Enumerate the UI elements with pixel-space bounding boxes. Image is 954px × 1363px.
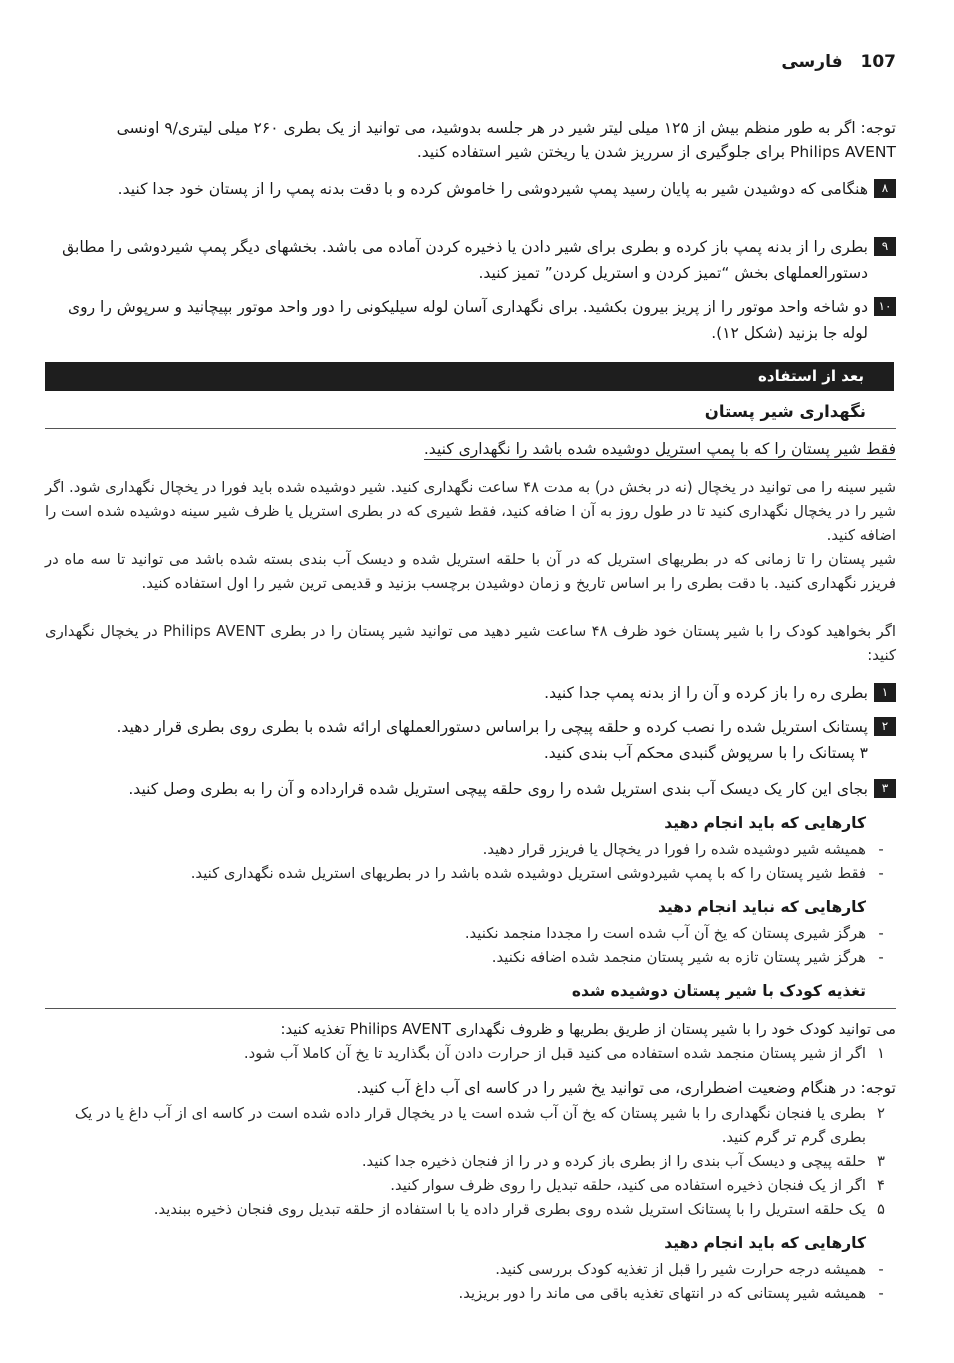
feeding-intro: می توانید کودک خود را با شیر پستان از طریق بطریها و ظروف نگهداری Philips AVENT تغذیه کنید:	[280, 1021, 896, 1038]
dos-heading-2: کارهایی که باید انجام دهید	[664, 1234, 866, 1252]
list-item: - همیشه شیر پستانی که در انتهای تغذیه باقی می ماند را دور بریزید.	[458, 1285, 884, 1302]
step-9	[45, 234, 896, 286]
step-number: ۹	[874, 237, 896, 256]
step-10	[45, 294, 896, 346]
list-item: ۳ حلقه پیچی و دیسک آب بندی را از بطری باز کرده و در را از فنجان ذخیره جدا کنید.	[361, 1153, 885, 1170]
list-item: - همیشه شیر دوشیده شده را فورا در یخچال یا فریزر قرار دهید.	[482, 841, 884, 858]
language-label: فارسی	[781, 52, 843, 72]
list-item: ۴ اگر از یک فنجان ذخیره استفاده می کنید، حلقه تبدیل را روی ظرف سوار کنید.	[390, 1177, 885, 1194]
step-text: هنگامی که دوشیدن شیر به پایان رسید پمپ شیردوشی را خاموش کرده و با دقت بدنه پمپ را از پستان خود جدا کنید.	[117, 180, 868, 198]
list-item: - هرگز شیری پستان که یخ آن آب شده است را مجددا منجمد نکنید.	[464, 925, 884, 942]
step-number: ۱۰	[874, 297, 896, 316]
storage-paragraph-3: اگر بخواهید کودک را با شیر پستان خود ظرف ۴۸ ساعت شیر دهید می توانید شیر پستان را در بطری Philips AVENT در یخچال نگهداری کنید:	[45, 623, 896, 664]
step-text	[45, 714, 868, 766]
note-top-line1: توجه: اگر به طور منظم بیش از ۱۲۵ میلی لیتر شیر در هر جلسه بدوشید، می توانید از یک بطری ۲۶۰ میلی لیتری/۹ اونسی	[116, 119, 896, 137]
list-item: - فقط شیر پستان را که با پمپ شیردوشی استریل دوشیده شده باشد را در بطریهای استریل شده نگهداری کنید.	[190, 865, 884, 882]
feeding-note: توجه: در هنگام وضعیت اضطراری، می توانید یخ شیر را در کاسه ای آب داغ آب کنید.	[356, 1079, 896, 1097]
step-number: ۸	[874, 179, 896, 198]
list-item: - هرگز شیر پستان تازه به شیر پستان منجمد شده اضافه نکنید.	[491, 949, 884, 966]
section-banner: بعد از استفاده	[45, 362, 894, 391]
donts-heading: کارهایی که نباید انجام دهید	[657, 898, 866, 916]
list-item: - همیشه درجه حرارت شیر را قبل از تغذیه کودک بررسی کنید.	[495, 1261, 884, 1278]
page-number: 107	[860, 52, 896, 72]
storage-paragraph-2: شیر پستان را تا زمانی که در بطریهای استریل که در آن با حلقه استریل شده و دیسک آب بندی بسته شده باشد می توانید تا سه ماه در فریزر نگهداری کنید. با دقت بطری را بر اساس تاریخ و زمان دوشیدن برچسب بزنید و قدیمی ترین شیر را اول استفاده کنید.	[45, 551, 896, 592]
feeding-item-1	[45, 1042, 896, 1066]
storage-step-2	[45, 714, 896, 766]
dos-list-1	[45, 838, 896, 886]
section-divider	[45, 428, 896, 429]
note-top-line2: Philips AVENT برای جلوگیری از سرریز شدن یا ریختن شیر استفاده کنید.	[416, 143, 896, 161]
feeding-steps	[45, 1102, 896, 1222]
storage-step-3	[45, 776, 896, 802]
step-8	[45, 176, 896, 202]
feeding-title: تغذیه کودک با شیر پستان دوشیده شده	[571, 982, 866, 1000]
storage-underlined-note	[45, 440, 896, 458]
storage-underlined-text: فقط شیر پستان را که با پمپ استریل دوشیده شده باشد را نگهداری کنید.	[423, 440, 896, 458]
step-text: بجای این کار یک دیسک آب بندی استریل شده را روی حلقه پیچی استریل شده قرارداده و آن را به بطری وصل کنید.	[128, 780, 868, 798]
step-text-line2: ۳ پستانک را با سرپوش گنبدی محکم آب بندی کنید.	[543, 744, 868, 762]
storage-step-1	[45, 680, 896, 706]
step-text-line1: پستانک استریل شده را نصب کرده و حلقه پیچی را براساس دستورالعملهای ارائه شده با بطری روی بطری قرار دهید.	[116, 718, 868, 736]
storage-title: نگهداری شیر پستان	[704, 402, 866, 421]
list-item: ۵ یک حلقه استریل را با پستانک استریل شده روی بطری قرار داده یا با استفاده از حلقه تبدیل روی فنجان ذخیره ببندید.	[153, 1201, 885, 1218]
step-number: ۱	[874, 683, 896, 702]
step-text: بطری را از بدنه پمپ باز کرده و بطری برای شیر دادن یا ذخیره کردن آماده می باشد. بخشهای دیگر پمپ شیردوشی را مطابق دستورالعملهای بخش “تمیز کردن و استریل کردن” تمیز کنید.	[62, 238, 868, 282]
section-divider	[45, 1008, 896, 1009]
dos-list-2	[45, 1258, 896, 1306]
step-text: بطری ره را باز کرده و آن را از بدنه پمپ جدا کنید.	[544, 684, 868, 702]
donts-list	[45, 922, 896, 970]
step-number: ۲	[874, 717, 896, 736]
storage-paragraph-1: شیر سینه را می توانید در یخچال (نه در بخش در) به مدت ۴۸ ساعت نگهداری کنید. شیر دوشیده شده باید فورا در یخچال نگهداری شود. اگر شیر را در یخچال نگهداری کنید تا در طول روز به آن ا ضافه کنید، فقط شیری که در بطری استریل یا ظرف شیر سینه دوشیده شده است را اضافه کنید.	[45, 479, 896, 544]
dos-heading-1: کارهایی که باید انجام دهید	[664, 814, 866, 832]
list-item: ۱ اگر از شیر پستان منجمد شده استفاده می کنید قبل از حرارت دادن آن بگذارید تا یخ آن کاملا آب شود.	[243, 1045, 885, 1062]
page-header	[781, 52, 896, 72]
note-top	[45, 116, 896, 164]
step-number: ۳	[874, 779, 896, 798]
step-text: دو شاخه واحد موتور را از پریز بیرون بکشید. برای نگهداری آسان لوله سیلیکونی را دور واحد موتور بپیچانید و سرپوش را روی لوله جا بزنید (شکل ۱۲).	[68, 298, 868, 342]
list-item: ۲ بطری یا فنجان نگهداری را با شیر پستان که یخ آن آب شده است یا در یخچال قرار داده شده است در کاسه ای از آب داغ یا در یک بطری گرم تر گرم کنید.	[74, 1105, 885, 1146]
